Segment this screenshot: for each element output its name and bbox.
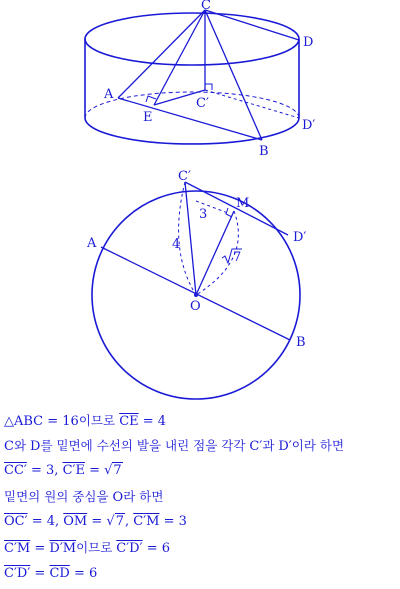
sqrt: √7 <box>104 463 122 478</box>
label-A: A <box>87 236 97 251</box>
value: = 4 <box>138 414 167 429</box>
point: C <box>4 439 14 454</box>
value: = <box>87 514 107 529</box>
segment-O-M <box>196 211 234 295</box>
cylinder-top-ellipse <box>85 13 299 65</box>
label-C-prime: C′ <box>196 96 209 111</box>
value: = 6 <box>69 566 98 581</box>
length-3: 3 <box>199 207 208 222</box>
label-B: B <box>296 335 306 350</box>
right-angle-mark-C-prime <box>205 84 212 90</box>
solution-line-3 <box>4 462 123 480</box>
point: O <box>112 490 124 505</box>
length-sqrt7 <box>222 249 242 265</box>
segment-O-C-prime <box>185 182 196 295</box>
point: C′ <box>249 439 263 454</box>
text: 와 <box>13 438 31 453</box>
segment: $\overline{OM}$ <box>63 514 88 529</box>
value: = <box>30 566 50 581</box>
text: 과 <box>262 438 279 453</box>
segment-CD <box>205 10 299 40</box>
value: = 3, <box>26 463 63 478</box>
segment: C′D′ <box>116 541 143 556</box>
cylinder-bottom-back <box>85 92 299 118</box>
segment-C-prime-D-prime <box>205 90 299 118</box>
segment-CB <box>205 10 262 140</box>
segment: C′M <box>4 541 31 556</box>
sqrt7-radicand: 7 <box>233 250 242 265</box>
label-D: D <box>303 35 314 50</box>
segment: C′M <box>133 514 160 529</box>
point: D′ <box>278 439 292 454</box>
point: D <box>30 439 41 454</box>
value: = 6 <box>142 541 170 556</box>
segment: C′E <box>62 463 85 478</box>
right-angle-mark-M <box>226 208 232 217</box>
cylinder-bottom-front <box>85 118 299 144</box>
text: 를 밑면에 수선의 발을 내린 점을 각각 <box>40 438 250 453</box>
solution-line-4 <box>4 488 163 507</box>
label-E: E <box>143 110 153 125</box>
segment: $\overline{CD}$ <box>49 566 70 581</box>
radicand: 7 <box>115 514 124 529</box>
label-D-prime: D′ <box>302 118 316 133</box>
value: = <box>30 541 50 556</box>
segment-CA <box>118 10 205 98</box>
text: 이므로 <box>76 540 117 555</box>
label-A: A <box>104 87 114 102</box>
text: 이므로 <box>78 413 116 428</box>
length-4: 4 <box>172 237 181 252</box>
solution-line-6 <box>4 539 170 558</box>
center-point-O <box>194 293 198 297</box>
segment-CE <box>154 10 205 105</box>
sqrt: √7 <box>106 514 124 529</box>
right-angle-mark-E <box>146 96 156 102</box>
solution-line-7 <box>4 565 97 583</box>
base-circle-figure <box>0 160 400 402</box>
solution-line-1 <box>4 412 166 431</box>
solution-line-2 <box>4 437 344 456</box>
segment: CC′ <box>4 463 27 478</box>
value: = <box>84 463 105 478</box>
label-M: M <box>236 196 250 211</box>
segment: C′D′ <box>4 566 31 581</box>
segment-AB <box>118 98 262 140</box>
label-C-prime: C′ <box>178 169 191 184</box>
text: 라 하면 <box>123 489 164 504</box>
solution-line-5 <box>4 513 187 531</box>
value: = 4, <box>27 514 64 529</box>
value: = 3 <box>159 514 187 529</box>
triangle-area: △ABC = 16 <box>4 414 79 429</box>
radicand: 7 <box>113 463 122 478</box>
text: 이라 하면 <box>291 438 345 453</box>
text: 밑면의 원의 중심을 <box>4 489 113 504</box>
label-D-prime: D′ <box>293 230 307 245</box>
cylinder-figure <box>0 0 400 160</box>
segment: D′M <box>49 541 77 556</box>
segment-CE: $\overline{CE}$ <box>119 414 139 429</box>
label-B: B <box>259 144 269 159</box>
segment: OC′ <box>4 514 28 529</box>
value: , <box>124 514 134 529</box>
label-C: C <box>201 0 211 13</box>
label-O: O <box>190 299 201 314</box>
